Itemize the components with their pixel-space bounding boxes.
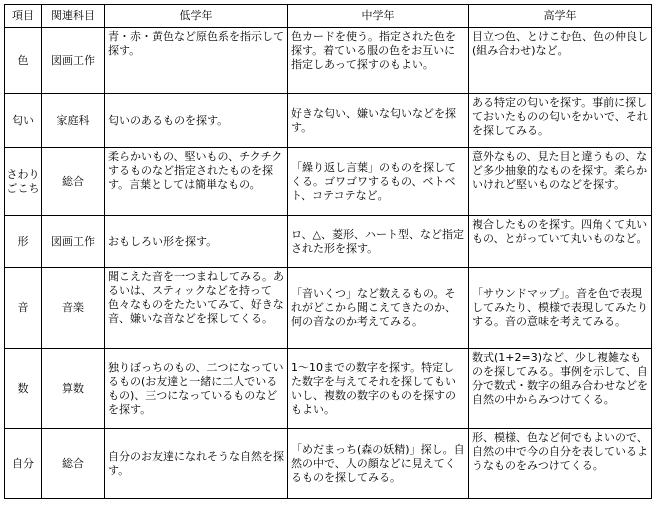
table-row [5, 28, 652, 94]
header-subject: 関連科目 [42, 5, 105, 28]
table-row [5, 349, 652, 429]
row-low-grade: 聞こえた音を一つまねしてみる。あるいは、スティックなどを持って色々なものをたたいてみて、好きな音、嫌いな音などを探してくる。 [105, 268, 288, 349]
header-low-grade: 低学年 [105, 5, 288, 28]
header-row [5, 5, 652, 28]
row-subject: 音楽 [42, 268, 105, 349]
activity-table-wrapper [4, 4, 651, 499]
row-subject: 図画工作 [42, 216, 105, 268]
row-mid-grade: 色カードを使う。指定された色を探す。着ている服の色をお互いに指定しあって探すのもよい。 [288, 28, 469, 94]
table-row [5, 216, 652, 268]
row-high-grade: 意外なもの、見た目と違うもの、など多少抽象的なものを探す。柔らかいけれど堅いものなどを探す。 [469, 148, 652, 216]
row-mid-grade: 1〜10までの数字を探す。特定した数字を与えてそれを探してもいいし、複数の数字のものを探すのもよい。 [288, 349, 469, 429]
row-low-grade: 柔らかいもの、堅いもの、チクチクするものなど指定されたものを探す。言葉としては簡単なもの。 [105, 148, 288, 216]
row-low-grade: 匂いのあるものを探す。 [105, 94, 288, 148]
row-high-grade: 複合したものを探す。四角くて丸いもの、とがっていて丸いものなど。 [469, 216, 652, 268]
row-item: 形 [5, 216, 42, 268]
header-mid-grade: 中学年 [288, 5, 469, 28]
row-high-grade: 数式(1+2=3)など、少し複雑なものを探してみる。事例を示して、自分で数式・数字の組み合わせなどを自然の中からみつけてくる。 [469, 349, 652, 429]
header-high-grade: 高学年 [469, 5, 652, 28]
row-mid-grade: 好きな匂い、嫌いな匂いなどを探す。 [288, 94, 469, 148]
activity-table [4, 4, 652, 499]
row-item: さわりごこち [5, 148, 42, 216]
row-high-grade: ある特定の匂いを探す。事前に探しておいたものの匂いをかいで、それを探してみる。 [469, 94, 652, 148]
table-row [5, 268, 652, 349]
row-subject: 算数 [42, 349, 105, 429]
row-item: 音 [5, 268, 42, 349]
row-low-grade: 青・赤・黄色など原色系を指示して探す。 [105, 28, 288, 94]
row-item: 自分 [5, 429, 42, 499]
row-mid-grade: 「音いくつ」など数えるもの。それがどこから聞こえてきたのか、何の音なのか考えてみる。 [288, 268, 469, 349]
row-subject: 家庭科 [42, 94, 105, 148]
row-high-grade: 目立つ色、とけこむ色、色の仲良し(組み合わせ)など。 [469, 28, 652, 94]
row-mid-grade: 「めだまっち(森の妖精)」探し。自然の中で、人の顔などに見えてくるものを探してみる。 [288, 429, 469, 499]
row-low-grade: 独りぼっちのもの、二つになっているもの(お友達と一緒に二人でいるもの)、三つになっているものなどを探す。 [105, 349, 288, 429]
table-row [5, 148, 652, 216]
table-row [5, 94, 652, 148]
header-item: 項目 [5, 5, 42, 28]
row-high-grade: 「サウンドマップ」。音を色で表現してみたり、模様で表現してみたりする。音の意味を考えてみる。 [469, 268, 652, 349]
row-item: 数 [5, 349, 42, 429]
row-subject: 総合 [42, 429, 105, 499]
row-high-grade: 形、模様、色など何でもよいので、自然の中で今の自分を表しているようなものをみつけてくる。 [469, 429, 652, 499]
row-item: 匂い [5, 94, 42, 148]
table-row [5, 429, 652, 499]
row-low-grade: おもしろい形を探す。 [105, 216, 288, 268]
row-low-grade: 自分のお友達になれそうな自然を探す。 [105, 429, 288, 499]
row-mid-grade: ロ、△、菱形、ハート型、など指定された形を探す。 [288, 216, 469, 268]
row-subject: 図画工作 [42, 28, 105, 94]
row-mid-grade: 「繰り返し言葉」のものを探してくる。ゴワゴワするもの、ベトベト、コテコテなど。 [288, 148, 469, 216]
row-item: 色 [5, 28, 42, 94]
row-subject: 総合 [42, 148, 105, 216]
